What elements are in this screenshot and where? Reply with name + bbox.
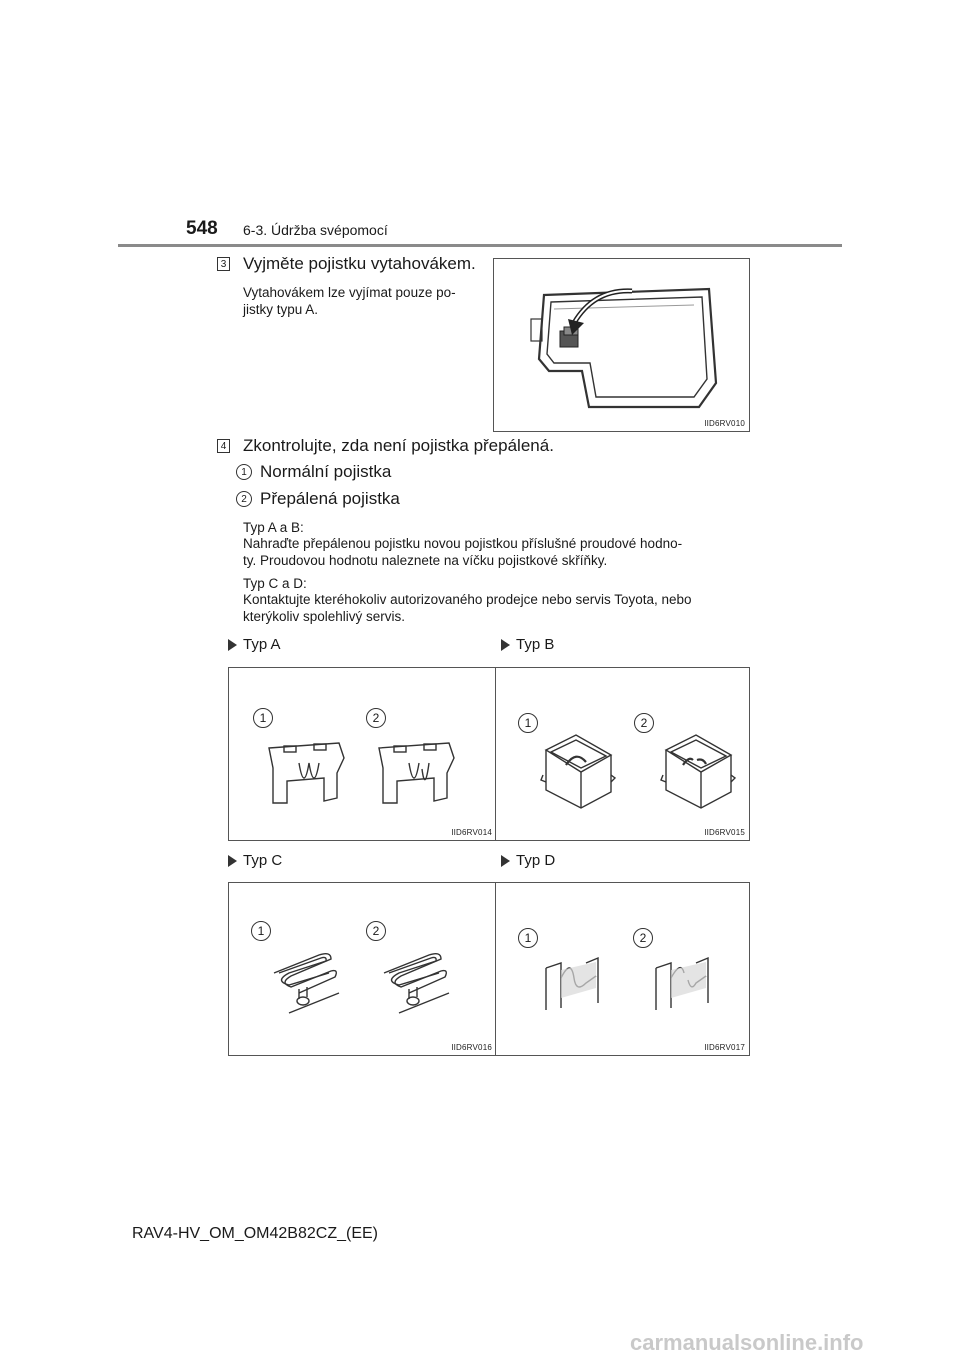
type-d-figure xyxy=(495,882,750,1056)
normal-fuse-number: 1 xyxy=(253,708,273,728)
bullet-triangle-icon xyxy=(501,855,510,867)
type-c-figure xyxy=(228,882,497,1056)
figure-code: IID6RV017 xyxy=(704,1043,745,1052)
header-rule xyxy=(118,244,842,247)
figure-code: IID6RV015 xyxy=(704,828,745,837)
normal-fuse-number: 1 xyxy=(518,713,538,733)
type-ab-line2: ty. Proudovou hodnotu naleznete na víčku pojistkové skříňky. xyxy=(243,553,608,568)
item-2-label: Přepálená pojistka xyxy=(260,489,400,508)
normal-fuse-number: 1 xyxy=(251,921,271,941)
watermark: carmanualsonline.info xyxy=(630,1330,864,1355)
fuse-box-cover-figure xyxy=(493,258,750,432)
item-1-badge: 1 xyxy=(236,464,252,480)
item-2-badge: 2 xyxy=(236,491,252,507)
type-c-label: Typ C xyxy=(243,852,283,869)
figure-code: IID6RV014 xyxy=(451,828,492,837)
fuse-box-illustration xyxy=(494,259,749,431)
type-cd-line1: Kontaktujte kteréhokoliv autorizovaného prodejce nebo servis Toyota, nebo xyxy=(243,592,692,607)
type-ab-line1: Nahraďte přepálenou pojistku novou pojistkou příslušné proudové hodno- xyxy=(243,536,683,551)
type-a-label: Typ A xyxy=(243,636,281,653)
normal-fuse-number: 1 xyxy=(518,928,538,948)
figure-code: IID6RV016 xyxy=(451,1043,492,1052)
type-b-figure xyxy=(495,667,750,841)
step-3-badge: 3 xyxy=(217,257,230,271)
bullet-triangle-icon xyxy=(228,639,237,651)
blown-fuse-number: 2 xyxy=(366,708,386,728)
page-number: 548 xyxy=(186,218,218,239)
step-3-note-line1: Vytahovákem lze vyjímat pouze po- xyxy=(243,285,456,300)
type-cd-line2: kterýkoliv spolehlivý servis. xyxy=(243,609,406,624)
type-d-fuses-illustration xyxy=(536,948,746,1028)
step-3-note-line2: jistky typu A. xyxy=(243,302,319,317)
section-title: 6-3. Údržba svépomocí xyxy=(243,222,388,238)
type-b-label: Typ B xyxy=(516,636,555,653)
step-4-badge: 4 xyxy=(217,439,230,453)
type-a-figure xyxy=(228,667,497,841)
blown-fuse-number: 2 xyxy=(633,928,653,948)
type-ab-title: Typ A a B: xyxy=(243,520,304,535)
bullet-triangle-icon xyxy=(501,639,510,651)
type-cd-title: Typ C a D: xyxy=(243,576,307,591)
document-code: RAV4-HV_OM_OM42B82CZ_(EE) xyxy=(132,1225,378,1242)
type-b-fuses-illustration xyxy=(531,730,741,830)
type-a-fuses-illustration xyxy=(259,733,479,813)
item-1-label: Normální pojistka xyxy=(260,462,392,481)
step-4-title: Zkontrolujte, zda není pojistka přepálená. xyxy=(243,436,554,455)
blown-fuse-number: 2 xyxy=(634,713,654,733)
bullet-triangle-icon xyxy=(228,855,237,867)
figure-code: IID6RV010 xyxy=(704,419,745,428)
step-3-title: Vyjměte pojistku vytahovákem. xyxy=(243,254,476,273)
type-c-fuses-illustration xyxy=(259,943,479,1023)
blown-fuse-number: 2 xyxy=(366,921,386,941)
type-d-label: Typ D xyxy=(516,852,556,869)
